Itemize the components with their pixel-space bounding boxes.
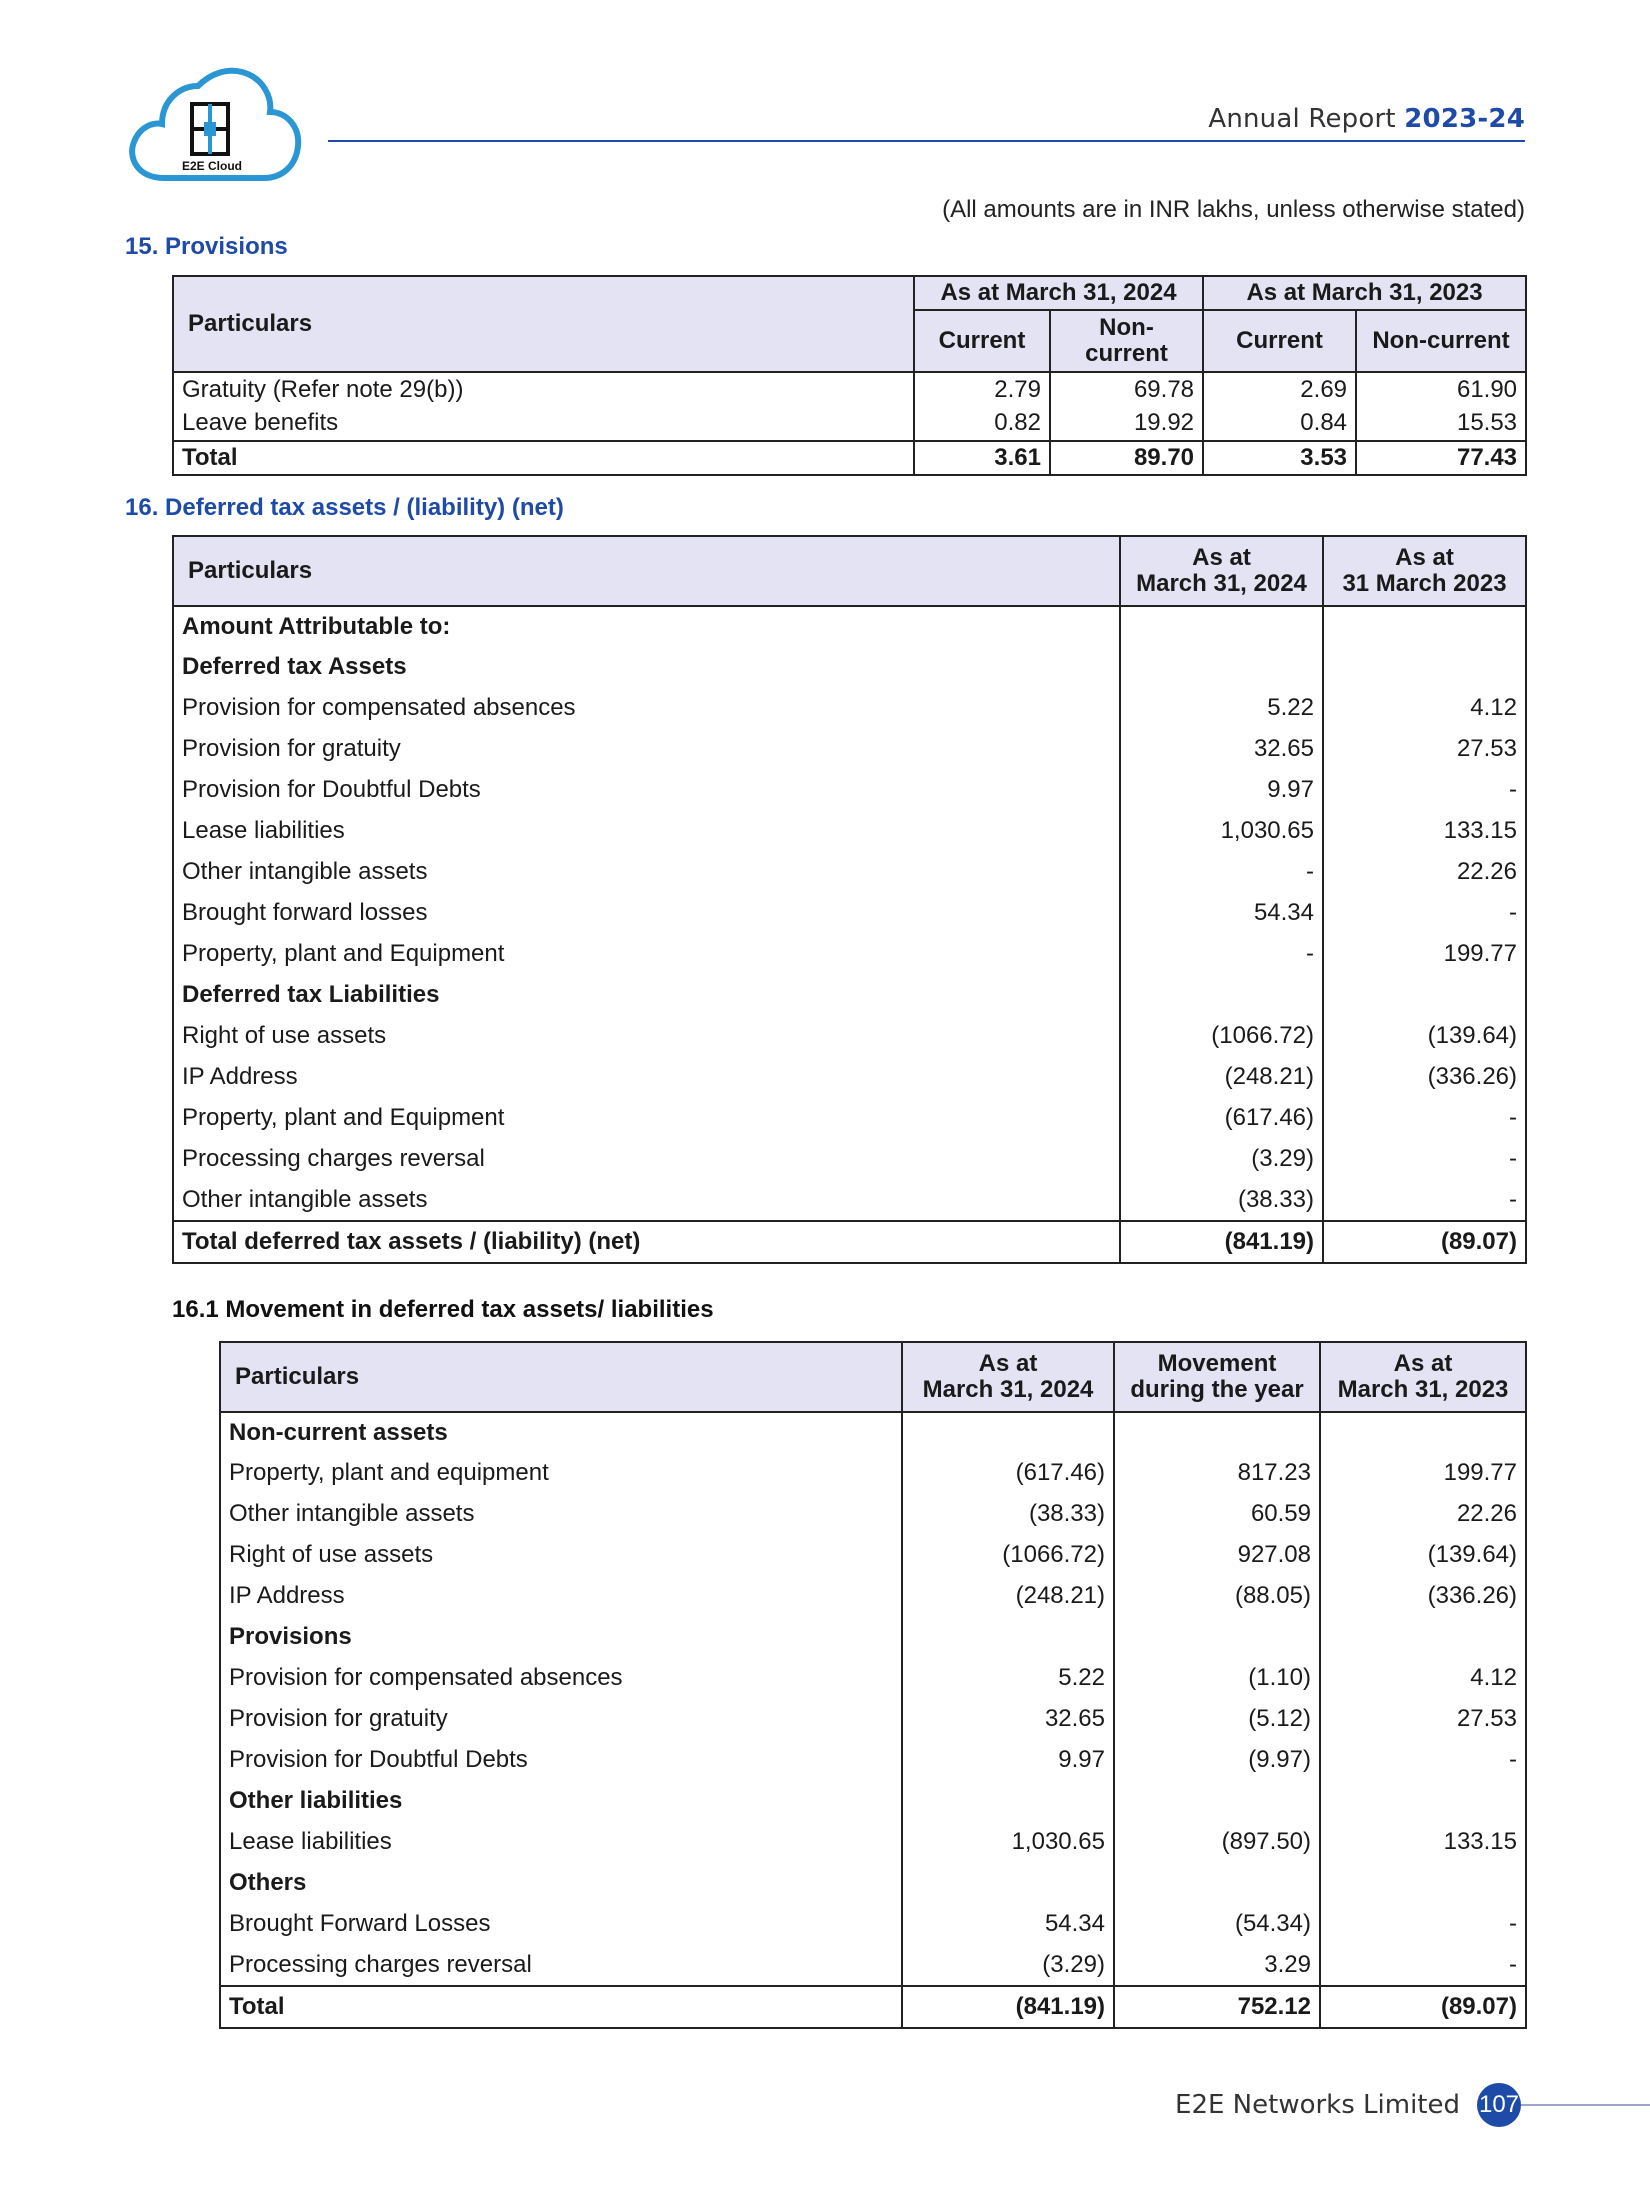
table-row (173, 934, 1526, 975)
table-row (220, 1494, 1526, 1535)
row-label: Brought forward losses (173, 893, 1120, 934)
table-row (220, 1453, 1526, 1494)
row-label: Total (220, 1986, 902, 2028)
cell-value: 69.78 (1050, 372, 1203, 407)
cell-value: - (1323, 893, 1526, 934)
cell-value: - (1323, 1139, 1526, 1180)
row-label: Property, plant and Equipment (173, 934, 1120, 975)
cell-value: (38.33) (902, 1494, 1114, 1535)
table-row (173, 688, 1526, 729)
cloud-logo-icon (124, 60, 304, 186)
footer-divider (1521, 2104, 1650, 2106)
cell-value: (841.19) (1120, 1221, 1323, 1263)
cell-value: - (1120, 934, 1323, 975)
cell-value: (38.33) (1120, 1180, 1323, 1221)
deferred-tax-title: 16. Deferred tax assets / (liability) (net) (125, 494, 564, 521)
table-row (220, 1535, 1526, 1576)
cell-value (902, 1863, 1114, 1904)
table-row (220, 1576, 1526, 1617)
table-row (220, 1699, 1526, 1740)
cell-value: - (1323, 1098, 1526, 1139)
row-label: Non-current assets (220, 1412, 902, 1453)
col-particulars: Particulars (220, 1342, 902, 1412)
table-row (220, 1658, 1526, 1699)
cell-value (1114, 1781, 1320, 1822)
row-label: Right of use assets (173, 1016, 1120, 1057)
cell-value (1323, 647, 1526, 688)
cell-value: - (1320, 1904, 1526, 1945)
row-label: Right of use assets (220, 1535, 902, 1576)
row-label: Provision for Doubtful Debts (220, 1740, 902, 1781)
report-label: Annual Report (1208, 104, 1396, 134)
cell-value: 5.22 (902, 1658, 1114, 1699)
table-row (173, 1180, 1526, 1221)
cell-value: (54.34) (1114, 1904, 1320, 1945)
table-row (173, 893, 1526, 934)
movement-title: 16.1 Movement in deferred tax assets/ liabilities (172, 1296, 714, 1323)
cell-value: (1066.72) (902, 1535, 1114, 1576)
movement-table (219, 1341, 1527, 2029)
cell-value: 5.22 (1120, 688, 1323, 729)
cell-value: (89.07) (1323, 1221, 1526, 1263)
row-label: Other intangible assets (173, 1180, 1120, 1221)
group-heading-row (220, 1863, 1526, 1904)
cell-value: 54.34 (1120, 893, 1323, 934)
cell-value: 9.97 (902, 1740, 1114, 1781)
col-2023: As at 31 March 2023 (1323, 536, 1526, 606)
cell-value: 199.77 (1320, 1453, 1526, 1494)
cell-value: (139.64) (1320, 1535, 1526, 1576)
cell-value: 61.90 (1356, 372, 1526, 407)
col-2023: As at March 31, 2023 (1203, 276, 1526, 310)
cell-value: 1,030.65 (902, 1822, 1114, 1863)
cell-value (1120, 606, 1323, 647)
cell-value: (897.50) (1114, 1822, 1320, 1863)
cell-value: (5.12) (1114, 1699, 1320, 1740)
col-2023: As at March 31, 2023 (1320, 1342, 1526, 1412)
provisions-title: 15. Provisions (125, 233, 288, 260)
col-particulars: Particulars (173, 276, 914, 372)
col-2024: As at March 31, 2024 (914, 276, 1203, 310)
row-label: Provisions (220, 1617, 902, 1658)
row-label: Others (220, 1863, 902, 1904)
cell-value: (336.26) (1323, 1057, 1526, 1098)
row-label: Amount Attributable to: (173, 606, 1120, 647)
cell-value: 60.59 (1114, 1494, 1320, 1535)
cell-value (1120, 975, 1323, 1016)
cell-value: 133.15 (1323, 811, 1526, 852)
row-label: Other intangible assets (220, 1494, 902, 1535)
cell-value (1320, 1412, 1526, 1453)
cell-value: 32.65 (902, 1699, 1114, 1740)
row-label: Leave benefits (173, 407, 914, 441)
cell-value (1323, 975, 1526, 1016)
row-label: Provision for compensated absences (220, 1658, 902, 1699)
cell-value (1320, 1863, 1526, 1904)
cell-value: 27.53 (1323, 729, 1526, 770)
table-row (173, 811, 1526, 852)
cell-value (1114, 1863, 1320, 1904)
cell-value: - (1323, 1180, 1526, 1221)
cell-value: (3.29) (902, 1945, 1114, 1986)
cell-value: 2.69 (1203, 372, 1356, 407)
cell-value: 4.12 (1320, 1658, 1526, 1699)
cell-value (902, 1412, 1114, 1453)
total-row (220, 1986, 1526, 2028)
cell-value: 22.26 (1323, 852, 1526, 893)
footer-company: E2E Networks Limited (1175, 2090, 1460, 2120)
svg-text:E2E Cloud: E2E Cloud (181, 159, 243, 173)
cell-value: (248.21) (902, 1576, 1114, 1617)
table-row (173, 407, 1526, 441)
cell-value: (336.26) (1320, 1576, 1526, 1617)
cell-value (1114, 1412, 1320, 1453)
row-label: Gratuity (Refer note 29(b)) (173, 372, 914, 407)
row-label: Deferred tax Assets (173, 647, 1120, 688)
group-heading-row (173, 647, 1526, 688)
col-current-2024: Current (914, 310, 1050, 372)
row-label: Provision for Doubtful Debts (173, 770, 1120, 811)
cell-value: 752.12 (1114, 1986, 1320, 2028)
table-row (173, 1098, 1526, 1139)
col-current-2023: Current (1203, 310, 1356, 372)
table-row (173, 729, 1526, 770)
cell-value: 22.26 (1320, 1494, 1526, 1535)
table-row (173, 1139, 1526, 1180)
row-label: Property, plant and Equipment (173, 1098, 1120, 1139)
row-label: Total (173, 441, 914, 475)
table-row (173, 770, 1526, 811)
cell-value: (89.07) (1320, 1986, 1526, 2028)
row-label: Brought Forward Losses (220, 1904, 902, 1945)
row-label: Total deferred tax assets / (liability) (net) (173, 1221, 1120, 1263)
report-title (1208, 104, 1525, 134)
row-label: IP Address (173, 1057, 1120, 1098)
row-label: Other intangible assets (173, 852, 1120, 893)
table-row (220, 1822, 1526, 1863)
cell-value: - (1320, 1740, 1526, 1781)
cell-value: 3.53 (1203, 441, 1356, 475)
row-label: Deferred tax Liabilities (173, 975, 1120, 1016)
amounts-note: (All amounts are in INR lakhs, unless otherwise stated) (942, 196, 1525, 223)
provisions-table (172, 275, 1527, 476)
row-label: Provision for compensated absences (173, 688, 1120, 729)
col-noncurrent-2024: Non- current (1050, 310, 1203, 372)
e2e-cloud-logo (124, 60, 304, 186)
table-row (173, 372, 1526, 407)
group-heading-row (220, 1617, 1526, 1658)
cell-value: 3.61 (914, 441, 1050, 475)
cell-value: 9.97 (1120, 770, 1323, 811)
cell-value: 927.08 (1114, 1535, 1320, 1576)
col-2024: As at March 31, 2024 (902, 1342, 1114, 1412)
cell-value: 1,030.65 (1120, 811, 1323, 852)
total-row (173, 441, 1526, 475)
table-row (173, 1016, 1526, 1057)
cell-value: 3.29 (1114, 1945, 1320, 1986)
row-label: Other liabilities (220, 1781, 902, 1822)
cell-value: 15.53 (1356, 407, 1526, 441)
group-heading-row (173, 606, 1526, 647)
cell-value: 77.43 (1356, 441, 1526, 475)
report-year: 2023-24 (1404, 104, 1525, 134)
cell-value: 2.79 (914, 372, 1050, 407)
cell-value: (139.64) (1323, 1016, 1526, 1057)
row-label: Lease liabilities (220, 1822, 902, 1863)
row-label: Property, plant and equipment (220, 1453, 902, 1494)
row-label: Lease liabilities (173, 811, 1120, 852)
table-row (220, 1904, 1526, 1945)
header-divider (328, 140, 1525, 142)
cell-value (1120, 647, 1323, 688)
cell-value: (617.46) (1120, 1098, 1323, 1139)
cell-value: 4.12 (1323, 688, 1526, 729)
cell-value: - (1323, 770, 1526, 811)
cell-value: (9.97) (1114, 1740, 1320, 1781)
cell-value (902, 1781, 1114, 1822)
cell-value: 89.70 (1050, 441, 1203, 475)
cell-value: (617.46) (902, 1453, 1114, 1494)
table-row (173, 852, 1526, 893)
cell-value (1114, 1617, 1320, 1658)
cell-value: 0.84 (1203, 407, 1356, 441)
cell-value: (1066.72) (1120, 1016, 1323, 1057)
cell-value: 133.15 (1320, 1822, 1526, 1863)
row-label: Processing charges reversal (220, 1945, 902, 1986)
cell-value: 54.34 (902, 1904, 1114, 1945)
cell-value: (88.05) (1114, 1576, 1320, 1617)
cell-value (902, 1617, 1114, 1658)
cell-value: (3.29) (1120, 1139, 1323, 1180)
cell-value: 199.77 (1323, 934, 1526, 975)
col-particulars: Particulars (173, 536, 1120, 606)
table-row (220, 1740, 1526, 1781)
table-row (220, 1945, 1526, 1986)
cell-value: 0.82 (914, 407, 1050, 441)
page-number: 107 (1477, 2083, 1521, 2127)
row-label: IP Address (220, 1576, 902, 1617)
row-label: Provision for gratuity (173, 729, 1120, 770)
cell-value: - (1320, 1945, 1526, 1986)
cell-value: (841.19) (902, 1986, 1114, 2028)
col-movement: Movement during the year (1114, 1342, 1320, 1412)
deferred-tax-table (172, 535, 1527, 1264)
cell-value: 32.65 (1120, 729, 1323, 770)
col-noncurrent-2023: Non-current (1356, 310, 1526, 372)
cell-value: 19.92 (1050, 407, 1203, 441)
group-heading-row (220, 1412, 1526, 1453)
cell-value: 27.53 (1320, 1699, 1526, 1740)
col-2024: As at March 31, 2024 (1120, 536, 1323, 606)
row-label: Processing charges reversal (173, 1139, 1120, 1180)
cell-value: - (1120, 852, 1323, 893)
total-row (173, 1221, 1526, 1263)
table-row (173, 1057, 1526, 1098)
group-heading-row (173, 975, 1526, 1016)
cell-value (1320, 1781, 1526, 1822)
cell-value (1320, 1617, 1526, 1658)
cell-value: (1.10) (1114, 1658, 1320, 1699)
cell-value: 817.23 (1114, 1453, 1320, 1494)
cell-value: (248.21) (1120, 1057, 1323, 1098)
row-label: Provision for gratuity (220, 1699, 902, 1740)
cell-value (1323, 606, 1526, 647)
group-heading-row (220, 1781, 1526, 1822)
